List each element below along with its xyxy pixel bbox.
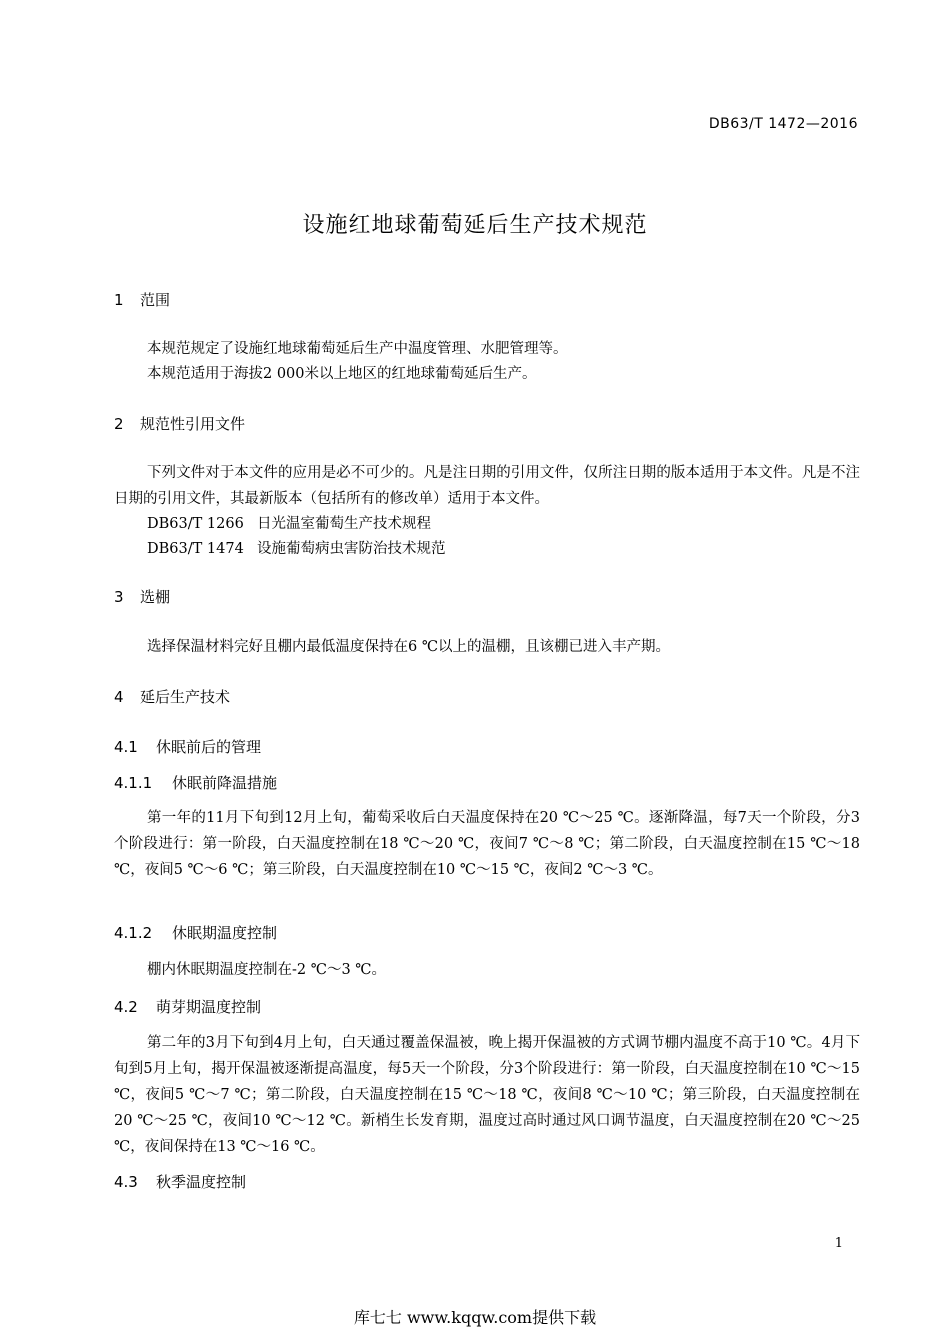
section-title: 延后生产技术: [140, 688, 231, 706]
reference-code: DB63/T 1474: [147, 541, 244, 557]
section-number: 4: [114, 688, 124, 706]
section-number: 3: [114, 588, 124, 606]
normative-reference: [147, 512, 431, 533]
section-title: 萌芽期温度控制: [156, 998, 262, 1016]
section-number: 2: [114, 415, 124, 433]
standard-number: DB63/T 1472—2016: [708, 116, 858, 132]
section-number: 4.2: [114, 998, 138, 1016]
section-title: 范围: [140, 291, 171, 309]
section-2-heading: [114, 413, 245, 434]
subsection-4-3-heading: [114, 1171, 246, 1192]
section-number: 4.3: [114, 1173, 138, 1191]
section-title: 规范性引用文件: [140, 415, 246, 433]
section-title: 休眠前后的管理: [156, 738, 262, 756]
paragraph: 本规范适用于海拔2 000米以上地区的红地球葡萄延后生产。: [147, 366, 537, 382]
paragraph: 棚内休眠期温度控制在-2 ℃～3 ℃。: [147, 962, 387, 978]
normative-reference: [147, 537, 446, 558]
section-number: 4.1.1: [114, 774, 153, 792]
paragraph: 下列文件对于本文件的应用是必不可少的。凡是注日期的引用文件，仅所注日期的版本适用于本文件。凡是不注日期的引用文件，其最新版本（包括所有的修改单）适用于本文件。: [114, 465, 860, 507]
section-4-heading: [114, 686, 230, 707]
page-number: 1: [834, 1236, 843, 1251]
paragraph: 选择保温材料完好且棚内最低温度保持在6 ℃以上的温棚，且该棚已进入丰产期。: [147, 639, 671, 655]
section-title: 休眠期温度控制: [172, 924, 278, 942]
subsection-4-1-1-heading: [114, 772, 277, 793]
section-1-heading: [114, 289, 170, 310]
section-number: 4.1: [114, 738, 138, 756]
download-footer: 库七七 www.kqqw.com提供下载: [353, 1308, 597, 1327]
subsection-4-1-2-heading: [114, 922, 277, 943]
section-number: 1: [114, 291, 124, 309]
section-number: 4.1.2: [114, 924, 153, 942]
section-title: 秋季温度控制: [156, 1173, 247, 1191]
paragraph: 第一年的11月下旬到12月上旬，葡萄采收后白天温度保持在20 ℃～25 ℃。逐渐降温，每7天一个阶段，分3个阶段进行：第一阶段，白天温度控制在18 ℃～20 ℃，夜间7 ℃～8 ℃；第二阶段，白天温度控制在15 ℃～18 ℃，夜间5 ℃～6 ℃；第三阶段，白天温度控制在10 ℃～15 ℃，夜间2 ℃～3 ℃。: [114, 810, 860, 878]
paragraph: 本规范规定了设施红地球葡萄延后生产中温度管理、水肥管理等。: [147, 341, 568, 357]
subsection-4-2-heading: [114, 996, 261, 1017]
reference-title: 日光温室葡萄生产技术规程: [257, 516, 431, 532]
section-title: 休眠前降温措施: [172, 774, 278, 792]
reference-code: DB63/T 1266: [147, 516, 244, 532]
subsection-4-1-heading: [114, 736, 261, 757]
section-title: 选棚: [140, 588, 171, 606]
paragraph: 第二年的3月下旬到4月上旬，白天通过覆盖保温被，晚上揭开保温被的方式调节棚内温度不高于10 ℃。4月下旬到5月上旬，揭开保温被逐渐提高温度，每5天一个阶段，分3个阶段进行：第一阶段，白天温度控制在10 ℃～15 ℃，夜间5 ℃～7 ℃；第二阶段，白天温度控制在15 ℃～18 ℃，夜间8 ℃～10 ℃；第三阶段，白天温度控制在20 ℃～25 ℃，夜间10 ℃～12 ℃。新梢生长发育期，温度过高时通过风口调节温度，白天温度控制在20 ℃～25 ℃，夜间保持在13 ℃～16 ℃。: [114, 1035, 860, 1155]
reference-title: 设施葡萄病虫害防治技术规范: [257, 541, 446, 557]
section-3-heading: [114, 586, 170, 607]
document-title: 设施红地球葡萄延后生产技术规范: [302, 213, 648, 238]
